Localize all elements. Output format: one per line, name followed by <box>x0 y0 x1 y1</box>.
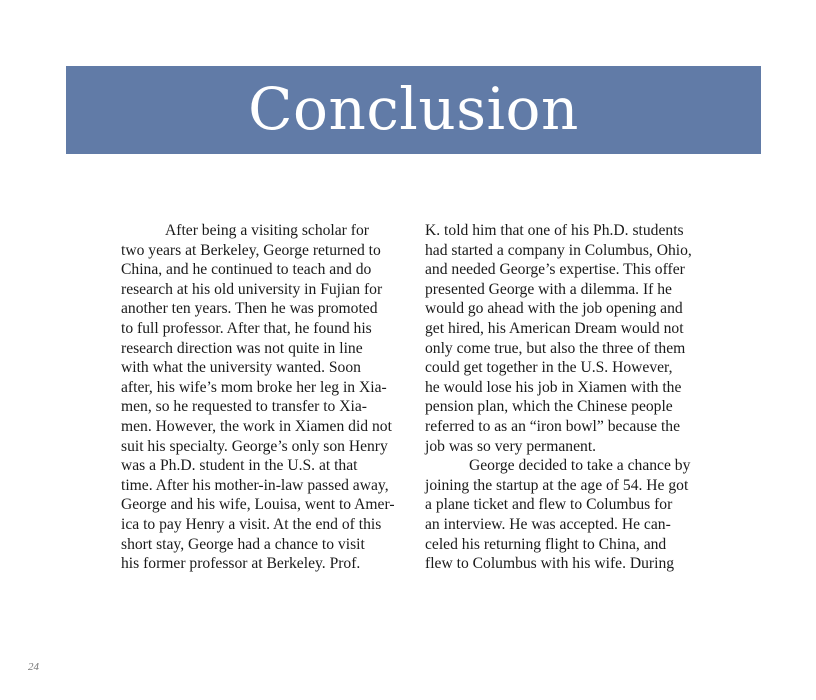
right-text-column <box>425 221 721 574</box>
paragraph-line: two years at Berkeley, George returned to <box>121 241 381 259</box>
paragraph-line: he would lose his job in Xiamen with the <box>425 378 682 396</box>
paragraph-line: after, his wife’s mom broke her leg in Xia- <box>121 378 387 396</box>
paragraph-line: only come true, but also the three of them <box>425 339 686 357</box>
paragraph-line: China, and he continued to teach and do <box>121 261 372 279</box>
paragraph-line: research direction was not quite in line <box>121 339 363 357</box>
paragraph-line: was a Ph.D. student in the U.S. at that <box>121 457 358 475</box>
paragraph-line: another ten years. Then he was promoted <box>121 300 378 318</box>
paragraph-line: could get together in the U.S. However, <box>425 359 673 377</box>
paragraph-line: men, so he requested to transfer to Xia- <box>121 398 367 416</box>
paragraph-line: job was so very permanent. <box>425 437 597 455</box>
paragraph-line: would go ahead with the job opening and <box>425 300 683 318</box>
paragraph-line: presented George with a dilemma. If he <box>425 280 672 298</box>
paragraph-line: After being a visiting scholar for <box>165 222 369 239</box>
paragraph-line: flew to Columbus with his wife. During <box>425 555 675 573</box>
paragraph-line: ica to pay Henry a visit. At the end of this <box>121 515 382 533</box>
paragraph-line: pension plan, which the Chinese people <box>425 398 673 416</box>
paragraph-line: with what the university wanted. Soon <box>121 359 361 377</box>
paragraph-line: celed his returning flight to China, and <box>425 535 667 553</box>
paragraph-line: time. After his mother-in-law passed away, <box>121 476 389 494</box>
paragraph-line: research at his old university in Fujian for <box>121 280 383 298</box>
paragraph-line: short stay, George had a chance to visit <box>121 535 365 553</box>
left-text-column <box>121 221 417 574</box>
paragraph-line: had started a company in Columbus, Ohio, <box>425 241 692 259</box>
paragraph-line: get hired, his American Dream would not <box>425 319 684 337</box>
paragraph-line: men. However, the work in Xiamen did not <box>121 417 392 435</box>
paragraph-line: an interview. He was accepted. He can- <box>425 515 671 533</box>
paragraph-line: suit his specialty. George’s only son Henry <box>121 437 388 455</box>
paragraph-line: George and his wife, Louisa, went to Amer- <box>121 496 395 514</box>
paragraph-line: referred to as an “iron bowl” because the <box>425 417 681 435</box>
page-title: Conclusion <box>248 75 579 143</box>
paragraph-line: to full professor. After that, he found his <box>121 319 372 337</box>
page-number: 24 <box>28 661 39 673</box>
paragraph-line: his former professor at Berkeley. Prof. <box>121 555 361 573</box>
paragraph-line: and needed George’s expertise. This offer <box>425 261 685 279</box>
paragraph-line: K. told him that one of his Ph.D. students <box>425 222 684 239</box>
paragraph-line: a plane ticket and flew to Columbus for <box>425 496 673 514</box>
title-banner <box>66 66 761 154</box>
paragraph-line: joining the startup at the age of 54. He got <box>425 476 689 494</box>
paragraph-line: George decided to take a chance by <box>469 457 691 475</box>
